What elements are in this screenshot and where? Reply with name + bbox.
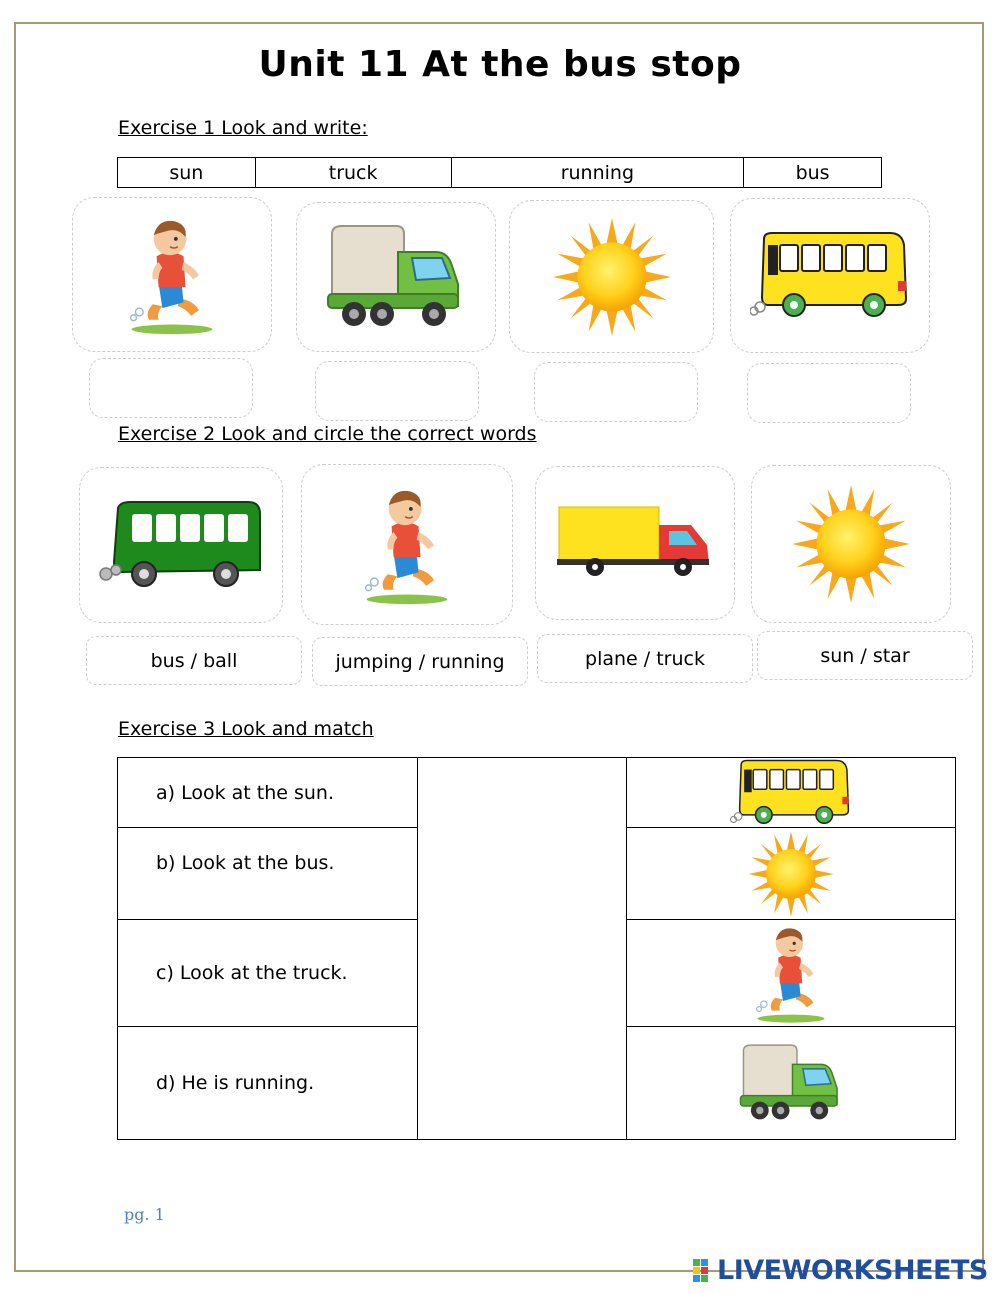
running-boy-icon xyxy=(749,921,833,1025)
yellow-bus-icon xyxy=(729,759,853,827)
answer-input-3[interactable] xyxy=(534,362,698,422)
page-number: pg. 1 xyxy=(124,1205,165,1224)
exercise2-heading: Exercise 2 Look and circle the correct words xyxy=(118,423,537,445)
match-sentence: b) Look at the bus. xyxy=(118,828,418,920)
picture-card xyxy=(296,202,496,352)
match-picture-cell[interactable] xyxy=(627,920,956,1027)
choice-box-1[interactable]: bus / ball xyxy=(86,636,302,685)
sun-icon xyxy=(790,483,912,605)
picture-card xyxy=(509,200,714,353)
picture-card xyxy=(79,467,283,623)
yellow-truck-icon xyxy=(555,503,715,583)
sun-icon xyxy=(746,830,836,918)
word-bank-cell: truck xyxy=(255,158,451,188)
word-bank-cell: bus xyxy=(744,158,882,188)
green-truck-icon xyxy=(326,222,466,332)
choice-box-2[interactable]: jumping / running xyxy=(312,637,528,686)
match-sentence: c) Look at the truck. xyxy=(118,920,418,1027)
liveworksheets-logo-icon xyxy=(693,1259,717,1283)
running-boy-icon xyxy=(122,212,222,337)
liveworksheets-logo-text: LIVEWORKSHEETS xyxy=(717,1255,988,1286)
yellow-bus-icon xyxy=(750,231,910,321)
picture-card xyxy=(72,197,272,352)
choice-box-3[interactable]: plane / truck xyxy=(537,634,753,683)
picture-card xyxy=(730,198,930,353)
sun-icon xyxy=(551,216,673,338)
green-truck-icon xyxy=(739,1041,843,1125)
word-bank xyxy=(117,157,882,188)
match-sentence: a) Look at the sun. xyxy=(118,758,418,828)
liveworksheets-logo xyxy=(693,1255,988,1286)
word-bank-cell: sun xyxy=(118,158,256,188)
picture-card xyxy=(751,465,951,623)
match-drawing-area[interactable] xyxy=(418,758,627,1140)
picture-card xyxy=(301,464,513,625)
match-picture-cell[interactable] xyxy=(627,1027,956,1140)
answer-input-2[interactable] xyxy=(315,361,479,421)
match-table xyxy=(117,757,956,1140)
green-bus-icon xyxy=(96,500,266,590)
answer-input-1[interactable] xyxy=(89,358,253,418)
exercise3-heading: Exercise 3 Look and match xyxy=(118,718,374,740)
choice-box-4[interactable]: sun / star xyxy=(757,631,973,680)
word-bank-cell: running xyxy=(451,158,744,188)
match-picture-cell[interactable] xyxy=(627,828,956,920)
answer-input-4[interactable] xyxy=(747,363,911,423)
page-title: Unit 11 At the bus stop xyxy=(258,44,742,85)
running-boy-icon xyxy=(357,482,457,607)
match-sentence: d) He is running. xyxy=(118,1027,418,1140)
picture-card xyxy=(535,466,735,620)
match-picture-cell[interactable] xyxy=(627,758,956,828)
exercise1-heading: Exercise 1 Look and write: xyxy=(118,117,368,139)
